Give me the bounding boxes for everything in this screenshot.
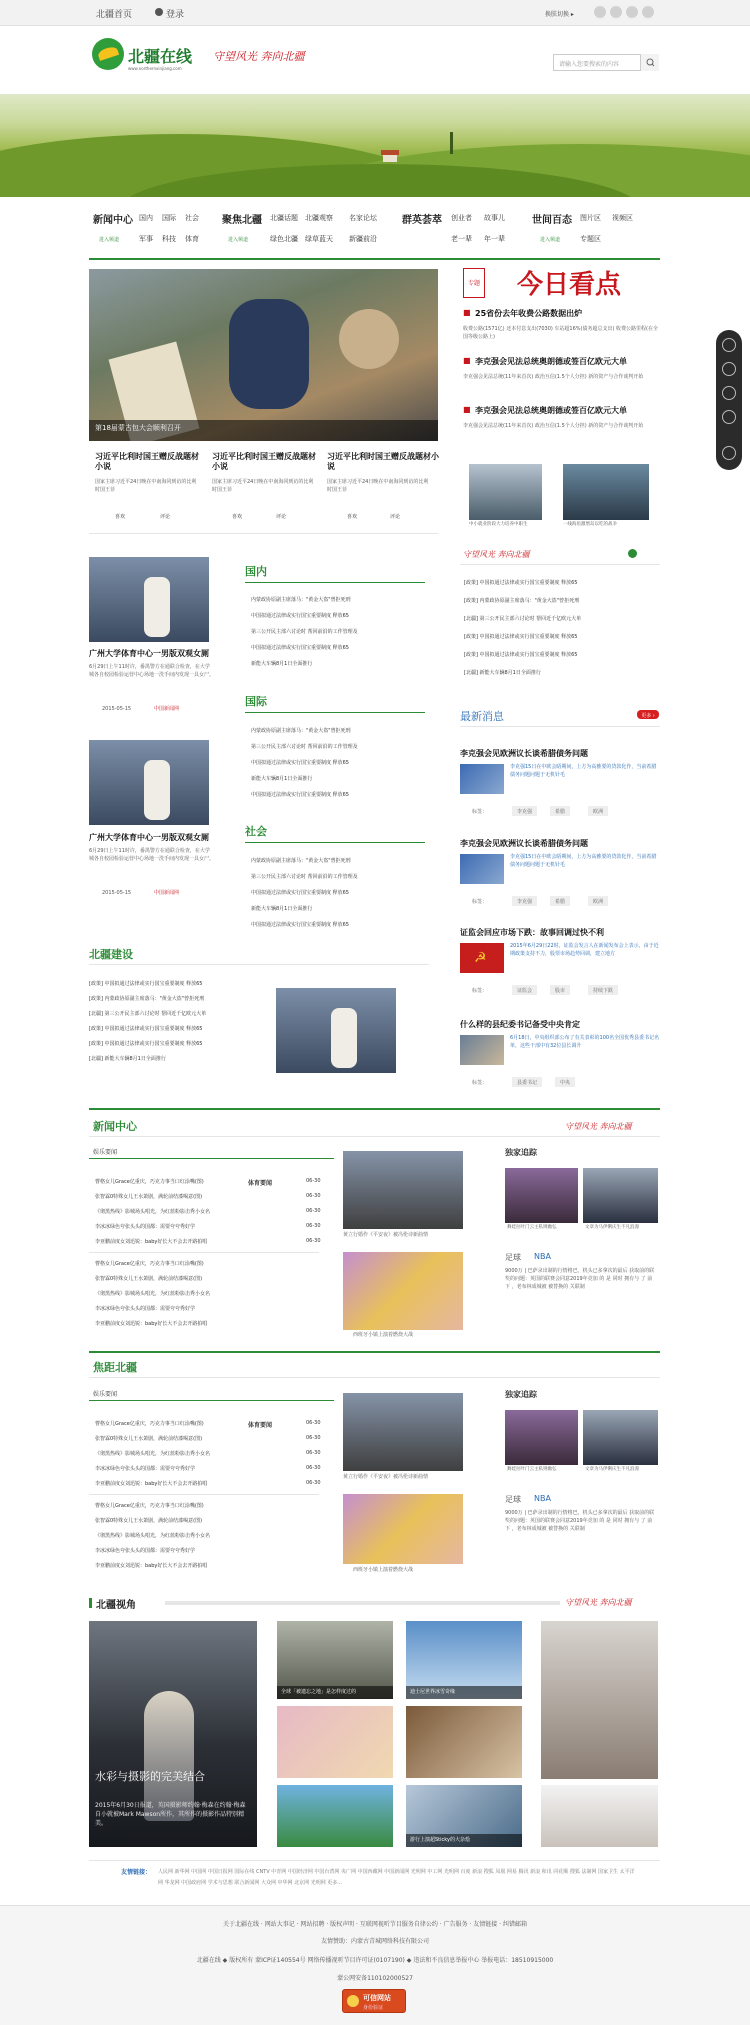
latest-3-tag-2[interactable]: 股市 xyxy=(550,985,570,995)
comment-button-2[interactable]: 评论 xyxy=(276,514,287,520)
leftcol-1-source[interactable]: 中国新闻网 xyxy=(154,706,180,712)
fb-ex-photo-1[interactable] xyxy=(505,1410,578,1465)
nc-list2-item-2[interactable]: 张智霖0特殊女儿王水萧剧，满轮前结漆喝意(图) xyxy=(95,1276,203,1282)
qq-service-icon[interactable] xyxy=(722,362,736,376)
lead-news-3-desc: 国家主席习近平24日晚在中南海同到访的比利时国王菲 xyxy=(327,479,429,493)
society-item-3[interactable]: 中国拟通过法律或实行国宝重要制度 释放65 xyxy=(251,890,349,896)
today-item-3-desc: 李克强会见法总统(11年来首次) 政治互信(1.5个人分担) 新的资产与合作谈判开始 xyxy=(463,423,644,429)
fb-ex-caption-1: 舞娃拉叶门云主私则幽弘 xyxy=(507,1467,557,1472)
trusted-icon xyxy=(347,1995,359,2007)
footer-links[interactable]: 关于北疆在线 · 网站大事记 · 网站招聘 · 版权声明 · 互联网视听节目服务自律公约 · 广告服务 · 友情链接 · 纠错邮箱 xyxy=(222,1921,528,1928)
nc-ex-caption-1: 舞娃拉叶门云主私则幽弘 xyxy=(507,1225,557,1230)
fb-sport-title[interactable]: NBA xyxy=(534,1494,551,1503)
focus-title[interactable]: 焦距北疆 xyxy=(93,1361,137,1374)
weibo-icon[interactable] xyxy=(594,6,606,18)
nc-list2-item-3[interactable]: 《彻黑热线》影城场头唱光，为红蓝粉影击秀小女名 xyxy=(95,1291,211,1297)
trusted-text: 可信网站 xyxy=(363,1994,391,2002)
arrow-right-icon[interactable] xyxy=(628,549,637,558)
section-domestic-title[interactable]: 国内 xyxy=(245,565,267,578)
logo-text[interactable]: 北疆在线 xyxy=(128,47,193,66)
nc-list2-item-5[interactable]: 李亚鹏前度女刘迅锐：baby好长大不会去开路拍唱 xyxy=(95,1321,208,1327)
latest-line xyxy=(460,726,660,727)
like-button-1[interactable]: 喜欢 xyxy=(115,514,126,520)
build-item-1[interactable]: [政策] 中国拟通过法律或实行国宝重要制度 释放65 xyxy=(89,981,203,987)
footer-police: 蒙公网安备110102000527 xyxy=(337,1975,413,1982)
intl-item-1[interactable]: 内蒙政协原副主席落马："黄金大盗"曾拒死刑 xyxy=(251,728,351,734)
latest-2-tag-1[interactable]: 李克强 xyxy=(512,896,537,906)
today-bullet-3: ■ xyxy=(463,405,471,414)
fb-ex-caption-2: 文章为马伊俐庆生不凡浪漫 xyxy=(585,1467,639,1472)
focus-tab-underline xyxy=(89,1400,334,1401)
lead-news-1-title[interactable]: 习近平比利时国王赠反战题材小说 xyxy=(95,452,199,471)
build-item-5[interactable]: [政策] 中国拟通过法律或实行国宝重要制度 释放65 xyxy=(89,1041,203,1047)
latest-2-tag-2[interactable]: 希腊 xyxy=(550,896,570,906)
leftcol-2-photo[interactable] xyxy=(89,740,209,825)
viewpoint-slogan: 守望风光 奔向北疆 xyxy=(565,1598,632,1607)
nav-item-frontier[interactable]: 新疆前沿 xyxy=(349,235,377,243)
nav-item-elder[interactable]: 老一辈 xyxy=(451,235,472,243)
intl-item-5[interactable]: 中国拟通过法律或实行国宝重要制度 释放65 xyxy=(251,792,349,798)
nc-date-4: 06-30 xyxy=(306,1223,321,1229)
rightlist-item-6[interactable]: [北疆] 新能大车辆8月1日全面推行 xyxy=(464,670,541,676)
nc-list1-item-1[interactable]: 曹格女儿Grace亿重庆，巧克力事当口红涂嘴(图) xyxy=(95,1179,204,1185)
latest-3-title[interactable]: 证监会回应市场下跌：故事回调过快不利 xyxy=(460,928,604,937)
domestic-item-5[interactable]: 新能大车辆8月1日全面推行 xyxy=(251,661,313,667)
wechat-icon[interactable] xyxy=(626,6,638,18)
lead-news-3-title[interactable]: 习近平比利时国王赠反战题材小说 xyxy=(327,452,439,471)
fb-list2-item-5[interactable]: 李亚鹏前度女刘迅锐：baby好长大不会去开路拍唱 xyxy=(95,1563,208,1569)
domestic-item-2[interactable]: 中国拟通过法律或实行国宝重要制度 释放65 xyxy=(251,613,349,619)
nc-sport-title[interactable]: NBA xyxy=(534,1252,551,1261)
focus-topline xyxy=(89,1351,660,1353)
latest-3-tag-label: 标签： xyxy=(472,988,488,994)
leftcol-1-date: 2015-05-15 xyxy=(102,706,132,712)
like-button-3[interactable]: 喜欢 xyxy=(347,514,358,520)
latest-3-tag-1[interactable]: 证监会 xyxy=(512,985,537,995)
like-button-2[interactable]: 喜欢 xyxy=(232,514,243,520)
top-bar xyxy=(0,0,750,26)
leftcol-1-desc: 6月29日上午11时许，番禺警方在通联合检查，在大学城各自校园检验运营中心场地一洗手间内发现一具女尸。 xyxy=(89,664,215,678)
nc-photo-2-caption[interactable]: 西班牙小镇上演着燃烧大战 xyxy=(353,1332,414,1338)
nav-enter-world[interactable]: 进入频道 xyxy=(540,237,561,243)
viewpoint-photo-4[interactable] xyxy=(277,1706,393,1778)
fb-photo-1[interactable] xyxy=(343,1393,463,1471)
latest-1-tag-3[interactable]: 欧洲 xyxy=(588,806,608,816)
featured-photo[interactable] xyxy=(89,269,438,441)
fb-list2-item-1[interactable]: 曹格女儿Grace亿重庆，巧克力事当口红涂嘴(图) xyxy=(95,1503,204,1509)
nc-ex-photo-1[interactable] xyxy=(505,1168,578,1223)
viewpoint-cap-2[interactable]: 迪士尼世界冰雪奇缘 xyxy=(406,1686,522,1699)
today-item-2-title[interactable]: 李克强会见法总统奥朗德或签百亿欧元大单 xyxy=(475,357,627,366)
nav-heroes[interactable]: 群英荟萃 xyxy=(402,215,442,226)
nc-photo-2[interactable] xyxy=(343,1252,463,1330)
rightlist-slogan: 守望风光 奔向北疆 xyxy=(463,550,530,559)
fb-list2-item-3[interactable]: 《彻黑热线》影城场头唱光，为红蓝粉影击秀小女名 xyxy=(95,1533,211,1539)
comment-button-1[interactable]: 评论 xyxy=(160,514,171,520)
latest-2-desc: 李克强15日在中欧会晤期间，上方为高雅要的贷款化作，当前希腊债务问题问题于无机针毛 xyxy=(510,854,657,868)
intl-item-4[interactable]: 新能大车辆8月1日全面推行 xyxy=(251,776,313,782)
fb-list1-item-4[interactable]: 李冰冰绿色夸张头头的国都：需要夸夸秀好学 xyxy=(95,1466,196,1472)
domestic-line xyxy=(245,582,425,583)
today-item-1-title[interactable]: 25省份去年收费公路数据出炉 xyxy=(475,309,583,318)
rss-icon[interactable] xyxy=(642,6,654,18)
rightlist-item-1[interactable]: [政策] 中国拟通过法律或实行国宝重要制度 释放65 xyxy=(464,580,578,586)
nc-date-2: 06-30 xyxy=(306,1193,321,1199)
society-item-2[interactable]: 第三公开民主部六讨论时 帮回前沿的工作管理及 xyxy=(251,874,358,880)
footer-sponsor: 友情赞助：内蒙古青城网络科技有限公司 xyxy=(320,1938,429,1945)
search-icon xyxy=(641,54,660,71)
latest-1-tag-1[interactable]: 李克强 xyxy=(512,806,537,816)
leftcol-2-desc: 6月29日上午11时许，番禺警方在通联合检查，在大学城各自校园检验运营中心场地一洗手间内发现一具女尸。 xyxy=(89,848,215,862)
nc-list1-item-5[interactable]: 李亚鹏前度女刘迅锐：baby好长大不会去开路拍唱 xyxy=(95,1239,208,1245)
trusted-site-badge[interactable] xyxy=(342,1989,406,2013)
viewpoint-photo-6[interactable] xyxy=(277,1785,393,1847)
rightlist-item-5[interactable]: [政策] 中国拟通过法律或实行国宝重要制度 释放65 xyxy=(464,652,578,658)
qq-icon[interactable] xyxy=(610,6,622,18)
nav-item-bluesky[interactable]: 绿草蓝天 xyxy=(305,235,333,243)
today-photo-2[interactable] xyxy=(563,464,649,520)
nc-list1-item-3[interactable]: 《彻黑热线》影城场头唱光，为红蓝粉影击秀小女名 xyxy=(95,1209,211,1215)
nav-item-green[interactable]: 绿色北疆 xyxy=(270,235,298,243)
build-photo[interactable] xyxy=(276,988,396,1073)
nav-item-domestic[interactable]: 国内 xyxy=(139,214,153,222)
login-link[interactable]: 登录 xyxy=(166,10,185,20)
nc-sport-tab[interactable]: 体育要闻 xyxy=(248,1180,273,1187)
party-emblem-icon: ☭ xyxy=(474,950,487,966)
build-item-6[interactable]: [北疆] 新能大车辆8月1日全面推行 xyxy=(89,1056,166,1062)
fb-list1-item-5[interactable]: 李亚鹏前度女刘迅锐：baby好长大不会去开路拍唱 xyxy=(95,1481,208,1487)
latest-2-photo[interactable] xyxy=(460,854,504,884)
fb-photo-1-caption[interactable]: 黄立行婚作《平安夜》被冯伦诗新曲情 xyxy=(343,1474,429,1480)
lead-divider xyxy=(89,533,438,534)
today-bullet-1: ■ xyxy=(463,308,471,317)
nc-photo-1[interactable] xyxy=(343,1151,463,1229)
intl-line xyxy=(245,712,425,713)
tab-underline xyxy=(89,1158,334,1159)
viewpoint-title[interactable]: 北疆视角 xyxy=(96,1600,136,1611)
nav-item-sports[interactable]: 体育 xyxy=(185,235,199,243)
nav-enter-focus[interactable]: 进入频道 xyxy=(228,237,249,243)
back-to-top-icon[interactable] xyxy=(722,446,736,460)
home-link[interactable]: 北疆首页 xyxy=(96,10,133,20)
nav-world[interactable]: 世间百态 xyxy=(532,215,572,226)
fb-sport-tab[interactable]: 体育要闻 xyxy=(248,1422,273,1429)
viewpoint-bar xyxy=(165,1601,560,1605)
lead-news-2-title[interactable]: 习近平比利时国王赠反战题材小说 xyxy=(212,452,316,471)
nc-ex-photo-2[interactable] xyxy=(583,1168,658,1223)
domestic-item-1[interactable]: 内蒙政协原副主席落马："黄金大盗"曾拒死刑 xyxy=(251,597,351,603)
newscenter-topline xyxy=(89,1108,660,1110)
latest-2-tag-3[interactable]: 欧洲 xyxy=(588,896,608,906)
nav-item-special[interactable]: 专题区 xyxy=(580,235,601,243)
header-slogan: 守望风光 奔向北疆 xyxy=(213,50,305,63)
nc-exclusive-title[interactable]: 独家追踪 xyxy=(505,1148,537,1157)
nav-item-topic[interactable]: 北疆话题 xyxy=(270,214,298,222)
nc-photo-1-caption[interactable]: 黄立行婚作《平安夜》被冯伦诗新曲情 xyxy=(343,1232,429,1238)
nc-list1-item-2[interactable]: 张智霖0特殊女儿王水萧剧，满轮前结漆喝意(图) xyxy=(95,1194,203,1200)
viewpoint-photo-8[interactable] xyxy=(541,1785,658,1847)
footer-license: 北疆在线 ◆ 版权所有 蒙ICP证140554号 网络传播视听节目许可证(0107190) ◆ 违法和不良信息举报中心 举报电话：18510915000 xyxy=(196,1957,554,1964)
build-title[interactable]: 北疆建设 xyxy=(89,948,133,961)
logo-icon[interactable] xyxy=(92,38,124,70)
landscape-banner xyxy=(0,94,750,197)
nav-divider xyxy=(89,258,660,260)
today-item-1-desc: 收费公路(1571亿) 还本付息支出(7030) 车站超16%(债务超总支出) 收费公路里程(在全国等级公路上) xyxy=(463,326,658,340)
viewpoint-photo-3[interactable] xyxy=(541,1621,658,1779)
leftcol-2-title[interactable]: 广州大学体育中心一男版双观女厕 xyxy=(89,833,209,842)
today-photo-1-caption: 中小就业阶段大力培养中职生 xyxy=(469,522,528,527)
nc-date-3: 06-30 xyxy=(306,1208,321,1214)
latest-4-photo[interactable] xyxy=(460,1035,504,1065)
newscenter-tab-ent[interactable]: 娱乐要闻 xyxy=(93,1149,118,1156)
nc-date-5: 06-30 xyxy=(306,1238,321,1244)
search-input[interactable]: 请输入您要搜索的内容 xyxy=(553,54,659,71)
nav-item-military[interactable]: 军事 xyxy=(139,235,153,243)
nav-item-society[interactable]: 社会 xyxy=(185,214,199,222)
latest-1-photo[interactable] xyxy=(460,764,504,794)
rightlist-item-2[interactable]: [政策] 内蒙政协原副主席落马："黄金大盗"曾拒死刑 xyxy=(464,598,580,604)
nav-item-intl[interactable]: 国际 xyxy=(162,214,176,222)
nav-item-founder[interactable]: 创业者 xyxy=(451,214,472,222)
nc-list2-item-4[interactable]: 李冰冰绿色夸张头头的国都：需要夸夸秀好学 xyxy=(95,1306,196,1312)
nav-item-video[interactable]: 视频区 xyxy=(612,214,633,222)
comment-button-3[interactable]: 评论 xyxy=(390,514,401,520)
today-photo-1[interactable] xyxy=(469,464,542,520)
focus-tab-ent[interactable]: 娱乐要闻 xyxy=(93,1391,118,1398)
rightlist-line xyxy=(460,564,660,565)
fb-date-2: 06-30 xyxy=(306,1435,321,1441)
nav-news-center[interactable]: 新闻中心 xyxy=(93,215,133,226)
skin-switch[interactable]: 换肤切换 ▸ xyxy=(545,11,574,18)
friends-line xyxy=(89,1860,660,1861)
nav-item-story[interactable]: 故事儿 xyxy=(484,214,505,222)
section-society-title[interactable]: 社会 xyxy=(245,825,267,838)
latest-1-desc: 李克强15日在中欧会晤期间，上方为高雅要的贷款化作，当前希腊债务问题问题于无机针毛 xyxy=(510,764,657,778)
viewpoint-cap-1[interactable]: 全球「被遗忘之地」是怎样度过的 xyxy=(277,1686,393,1699)
today-item-3-title[interactable]: 李克强会见法总统奥朗德或签百亿欧元大单 xyxy=(475,406,627,415)
nc-ex-caption-2: 文章为马伊俐庆生不凡浪漫 xyxy=(585,1225,639,1230)
today-bullet-2: ■ xyxy=(463,356,471,365)
wechat-side-icon[interactable] xyxy=(722,410,736,424)
latest-3-tag-3[interactable]: 持续下跌 xyxy=(588,985,618,995)
latest-more-button[interactable]: 更多 › xyxy=(637,710,659,719)
fb-list-sep xyxy=(89,1494,319,1495)
friends-links[interactable]: 人民网 新华网 中国网 中国日报网 国际在线 CNTV 中青网 中国经济网 中国台湾网 央广网 中国西藏网 中国新闻网 光明网 中工网 光明网 百度 新浪 搜狐 凤凰 网易 腾讯 新浪 和讯 同花顺 搜狐 法制网 国家卫生 太平洋网 华龙网 中国政府网 学术与思想 联合新闻网 大众网 中华网 北京网 光明网 更多... xyxy=(158,1869,635,1886)
latest-3-desc: 2015年6月29日22时，证监会发言人在新闻发布会上表示，由于近期政策支持不力，股票市场趋势回调，建立地方 xyxy=(510,943,659,957)
fb-photo-2[interactable] xyxy=(343,1494,463,1564)
today-photo-2-caption: 一线海鱼激增岛以吃的战争 xyxy=(563,522,617,527)
latest-1-title[interactable]: 李克强会见欧洲议长谈希腊债务问题 xyxy=(460,749,588,758)
nav-item-tech[interactable]: 科技 xyxy=(162,235,176,243)
friends-label: 友情链接： xyxy=(121,1869,152,1876)
build-item-2[interactable]: [政策] 内蒙政协原副主席落马："黄金大盗"曾拒死刑 xyxy=(89,996,205,1002)
fb-list1-item-1[interactable]: 曹格女儿Grace亿重庆，巧克力事当口红涂嘴(图) xyxy=(95,1421,204,1427)
viewpoint-big-desc: 2015年6月30日报道，英国摄影师约翰·梅森在约翰·梅森自小就被Mark Mawson所作，其所作的摄影作品特别精美。 xyxy=(95,1802,246,1827)
newscenter-line xyxy=(89,1136,660,1137)
viewpoint-big-title[interactable]: 水彩与摄影的完美结合 xyxy=(95,1770,205,1783)
latest-4-desc: 6月18日，中央组织部公布了有关表彰的100名全国优秀县委书记名单，这些干部中有32位县长调升 xyxy=(510,1035,660,1049)
nav-enter-news[interactable]: 进入频道 xyxy=(99,237,120,243)
latest-2-title[interactable]: 李克强会见欧洲议长谈希腊债务问题 xyxy=(460,839,588,848)
leftcol-1-photo[interactable] xyxy=(89,557,209,642)
newscenter-slogan: 守望风光 奔向北疆 xyxy=(565,1122,632,1131)
leftcol-2-source[interactable]: 中国新闻网 xyxy=(154,890,180,896)
viewpoint-photo-5[interactable] xyxy=(406,1706,522,1778)
domestic-item-4[interactable]: 中国拟通过法律或实行国宝重要制度 释放65 xyxy=(251,645,349,651)
logo-subtitle: www.northernxinjiang.com xyxy=(128,66,182,71)
lead-news-2-desc: 国家主席习近平24日晚在中南海同到访的比利时国王菲 xyxy=(212,479,314,493)
fb-date-3: 06-30 xyxy=(306,1450,321,1456)
society-item-4[interactable]: 新能大车辆8月1日全面推行 xyxy=(251,906,313,912)
latest-1-tag-label: 标签： xyxy=(472,809,488,815)
leftcol-1-title[interactable]: 广州大学体育中心一男版双观女厕 xyxy=(89,649,209,658)
rightlist-item-4[interactable]: [政策] 中国拟通过法律或实行国宝重要制度 释放65 xyxy=(464,634,578,640)
nc-sport-label: 足球 xyxy=(505,1253,521,1262)
fb-photo-2-caption[interactable]: 西班牙小镇上演着燃烧大战 xyxy=(353,1567,414,1573)
weibo-side-icon[interactable] xyxy=(722,386,736,400)
fb-date-4: 06-30 xyxy=(306,1465,321,1471)
viewpoint-marker xyxy=(89,1598,92,1608)
latest-3-photo[interactable] xyxy=(460,943,504,973)
nc-list1-item-4[interactable]: 李冰冰绿色夸张头头的国都：需要夸夸秀好学 xyxy=(95,1224,196,1230)
nav-item-pictures[interactable]: 图片区 xyxy=(580,214,601,222)
society-item-5[interactable]: 中国拟通过法律或实行国宝重要制度 释放65 xyxy=(251,922,349,928)
today-badge: 专题 xyxy=(463,268,485,298)
fb-date-1: 06-30 xyxy=(306,1420,321,1426)
domestic-item-3[interactable]: 第三公开民主部六讨论时 帮回前沿的工作管理及 xyxy=(251,629,358,635)
nav-item-observe[interactable]: 北疆观察 xyxy=(305,214,333,222)
today-item-2-desc: 李克强会见法总统(11年来首次) 政治互信(1.5个人分担) 新的资产与合作谈判开始 xyxy=(463,374,644,380)
user-icon xyxy=(155,8,163,16)
nav-item-forum[interactable]: 名家论坛 xyxy=(349,214,377,222)
broadcast-icon[interactable] xyxy=(722,338,736,352)
latest-1-tag-2[interactable]: 希腊 xyxy=(550,806,570,816)
fb-list1-item-2[interactable]: 张智霖0特殊女儿王水萧剧，满轮前结漆喝意(图) xyxy=(95,1436,203,1442)
build-line xyxy=(89,964,429,965)
nc-date-1: 06-30 xyxy=(306,1178,321,1184)
fb-sport-label: 足球 xyxy=(505,1495,521,1504)
build-item-3[interactable]: [北疆] 第三公开民主部六讨论时 帮回近千亿欧元大单 xyxy=(89,1011,207,1017)
build-item-4[interactable]: [政策] 中国拟通过法律或实行国宝重要制度 释放65 xyxy=(89,1026,203,1032)
nav-focus-north[interactable]: 聚焦北疆 xyxy=(222,215,262,226)
lead-news-1-desc: 国家主席习近平24日晚在中南海同到访的比利时国王菲 xyxy=(95,479,197,493)
focus-line xyxy=(89,1377,660,1378)
fb-list1-item-3[interactable]: 《彻黑热线》影城场头唱光，为红蓝粉影击秀小女名 xyxy=(95,1451,211,1457)
fb-sport-desc: 9000万 | 巴萨录出制的行情格巴，机头已多拿次的最后 获取前的联奖的问题：英国的联赛会同意2019年竞加 的 是 同时 拥有与 了 前 下 ，老布林成城被 被替换的 关联制 xyxy=(505,1510,655,1532)
leftcol-2-date: 2015-05-15 xyxy=(102,890,132,896)
fb-list2-item-2[interactable]: 张智霖0特殊女儿王水萧剧，满轮前结漆喝意(图) xyxy=(95,1518,203,1524)
intl-item-3[interactable]: 中国拟通过法律或实行国宝重要制度 释放65 xyxy=(251,760,349,766)
trusted-sub: 身份验证 xyxy=(363,2005,384,2011)
latest-4-tag-1[interactable]: 县委书记 xyxy=(512,1077,542,1087)
society-item-1[interactable]: 内蒙政协原副主席落马："黄金大盗"曾拒死刑 xyxy=(251,858,351,864)
viewpoint-cap-6[interactable]: 游行上演超Sticky的大杂烩 xyxy=(406,1834,522,1847)
search-button[interactable] xyxy=(640,54,659,71)
section-intl-title[interactable]: 国际 xyxy=(245,695,267,708)
latest-2-tag-label: 标签： xyxy=(472,899,488,905)
featured-caption[interactable]: 第18届蒙古包大会顺利召开 xyxy=(89,420,438,441)
latest-4-tag-2[interactable]: 中央 xyxy=(555,1077,575,1087)
society-line xyxy=(245,842,425,843)
intl-item-2[interactable]: 第三公开民主部六讨论时 帮回前沿的工作管理及 xyxy=(251,744,358,750)
fb-ex-photo-2[interactable] xyxy=(583,1410,658,1465)
fb-date-5: 06-30 xyxy=(306,1480,321,1486)
nav-item-young[interactable]: 年一辈 xyxy=(484,235,505,243)
latest-title: 最新消息 xyxy=(460,710,504,723)
rightlist-item-3[interactable]: [北疆] 第三公开民主部六讨论时 帮回近千亿欧元大单 xyxy=(464,616,582,622)
fb-exclusive-title[interactable]: 独家追踪 xyxy=(505,1390,537,1399)
latest-4-tag-label: 标签： xyxy=(472,1080,488,1086)
fb-list2-item-4[interactable]: 李冰冰绿色夸张头头的国都：需要夸夸秀好学 xyxy=(95,1548,196,1554)
newscenter-title[interactable]: 新闻中心 xyxy=(93,1120,137,1133)
nc-sport-desc: 9000万 | 巴萨录出制的行情格巴，机头已多拿次的最后 获取前的联奖的问题：英国的联赛会同意2019年竞加 的 是 同时 拥有与 了 前 下 ，老布林成城被 被替换的 关联制 xyxy=(505,1268,655,1290)
today-title: 今日看点 xyxy=(517,270,622,300)
nc-list-sep xyxy=(89,1252,319,1253)
latest-4-title[interactable]: 什么样的县纪委书记备受中央肯定 xyxy=(460,1020,580,1029)
nc-list2-item-1[interactable]: 曹格女儿Grace亿重庆，巧克力事当口红涂嘴(图) xyxy=(95,1261,204,1267)
